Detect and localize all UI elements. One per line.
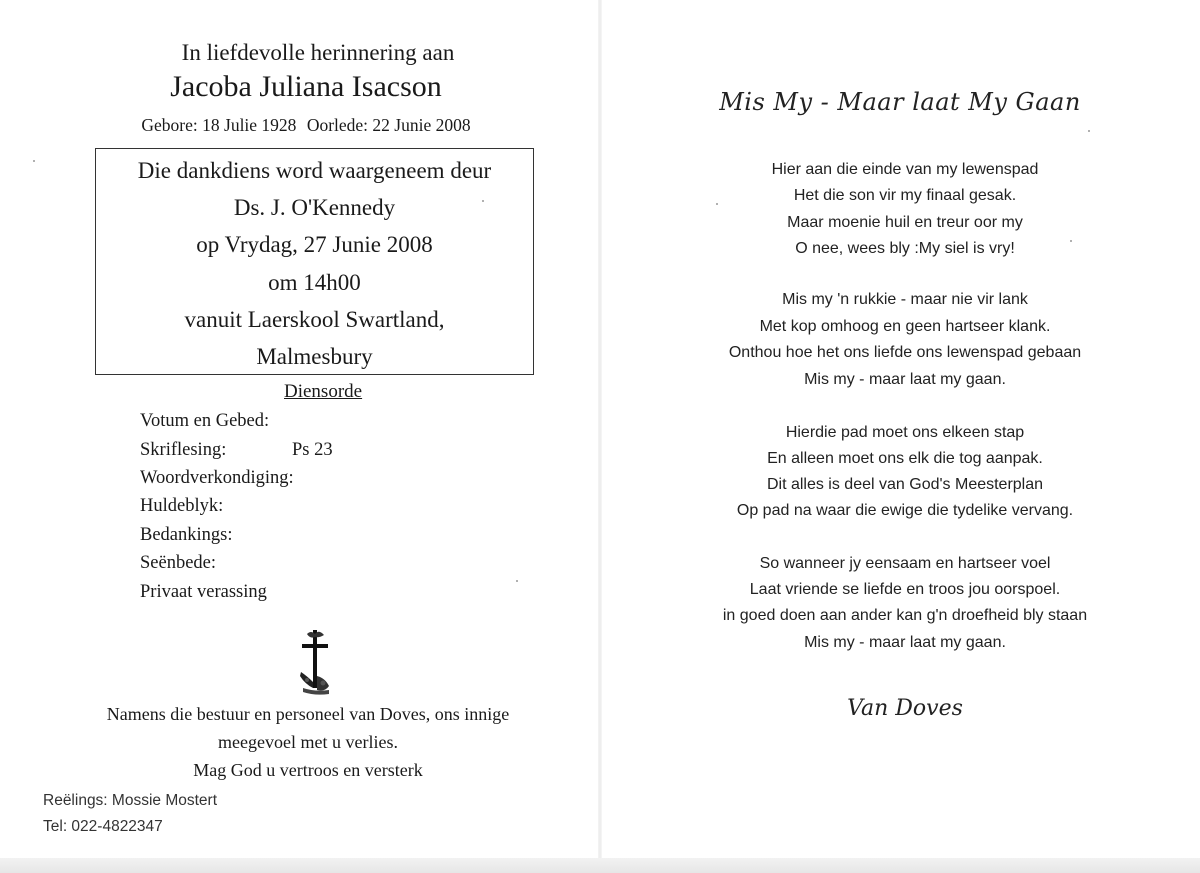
- poem-line: En alleen moet ons elk die tog aanpak.: [767, 450, 1043, 467]
- paper-speck: [482, 200, 484, 202]
- poem-line: Mis my - maar laat my gaan.: [804, 371, 1006, 388]
- poem-line: Op pad na waar die ewige die tydelike vervang.: [736, 502, 1074, 519]
- service-line: Ds. J. O'Kennedy: [233, 195, 396, 220]
- poem-line: Mis my 'n rukkie - maar nie vir lank: [782, 291, 1028, 308]
- paper-speck: [716, 203, 718, 205]
- service-line: Die dankdiens word waargeneem deur: [137, 158, 492, 183]
- poem-line: Het die son vir my finaal gesak.: [793, 187, 1017, 204]
- paper-speck: [516, 580, 518, 582]
- poem-line: Hier aan die einde van my lewenspad: [771, 161, 1039, 178]
- poem-line: in goed doen aan ander kan g'n droefheid bly staan: [722, 607, 1088, 624]
- poem-line: O nee, wees bly :My siel is vry!: [795, 240, 1015, 257]
- paper-speck: [1070, 240, 1072, 242]
- service-line: vanuit Laerskool Swartland,: [184, 307, 445, 332]
- poem-title: Mis My - Maar laat My Gaan: [719, 88, 1081, 116]
- poem-line: So wanneer jy eensaam en hartseer voel: [759, 555, 1051, 572]
- condolence-line: Mag God u vertroos en versterk: [193, 760, 423, 780]
- birth-date: Gebore: 18 Julie 1928: [141, 115, 297, 135]
- order-item: Huldeblyk:: [140, 496, 224, 516]
- condolence-line: meegevoel met u verlies.: [218, 732, 398, 752]
- order-item: Bedankings:: [140, 525, 233, 545]
- order-item: Woordverkondiging:: [140, 468, 294, 488]
- telephone-number: Tel: 022-4822347: [43, 818, 163, 835]
- cross-icon: [293, 628, 337, 698]
- poem-line: Maar moenie huil en treur oor my: [787, 214, 1023, 231]
- order-item: Skriflesing:: [140, 440, 227, 460]
- service-line: om 14h00: [268, 270, 361, 295]
- poem-line: Met kop omhoog en geen hartseer klank.: [759, 318, 1051, 335]
- condolence-line: Namens die bestuur en personeel van Doves, ons innige: [106, 704, 510, 724]
- poem-line: Hierdie pad moet ons elkeen stap: [785, 424, 1025, 441]
- order-item: Votum en Gebed:: [140, 411, 270, 431]
- death-date: Oorlede: 22 Junie 2008: [306, 115, 471, 135]
- deceased-name: Jacoba Juliana Isacson: [170, 70, 442, 103]
- signature: Van Doves: [847, 696, 963, 721]
- poem-line: Dit alles is deel van God's Meesterplan: [766, 476, 1044, 493]
- poem-line: Onthou hoe het ons liefde ons lewenspad gebaan: [728, 344, 1082, 361]
- service-details-box: [95, 148, 534, 375]
- scripture-reference: Ps 23: [292, 440, 333, 460]
- memorial-intro: In liefdevolle herinnering aan: [181, 40, 455, 65]
- paper-speck: [33, 160, 35, 162]
- scan-bottom-edge: [0, 858, 1200, 873]
- poem-line: Mis my - maar laat my gaan.: [804, 634, 1006, 651]
- paper-speck: [1088, 130, 1090, 132]
- arrangements-contact: Reëlings: Mossie Mostert: [43, 792, 218, 809]
- life-dates: [0, 115, 612, 136]
- order-item: Privaat verassing: [140, 582, 267, 602]
- poem-line: Laat vriende se liefde en troos jou oorspoel.: [749, 581, 1061, 598]
- order-item: Seënbede:: [140, 553, 217, 573]
- service-line: Malmesbury: [256, 344, 373, 369]
- service-line: op Vrydag, 27 Junie 2008: [196, 232, 433, 257]
- order-of-service-heading: Diensorde: [284, 381, 363, 402]
